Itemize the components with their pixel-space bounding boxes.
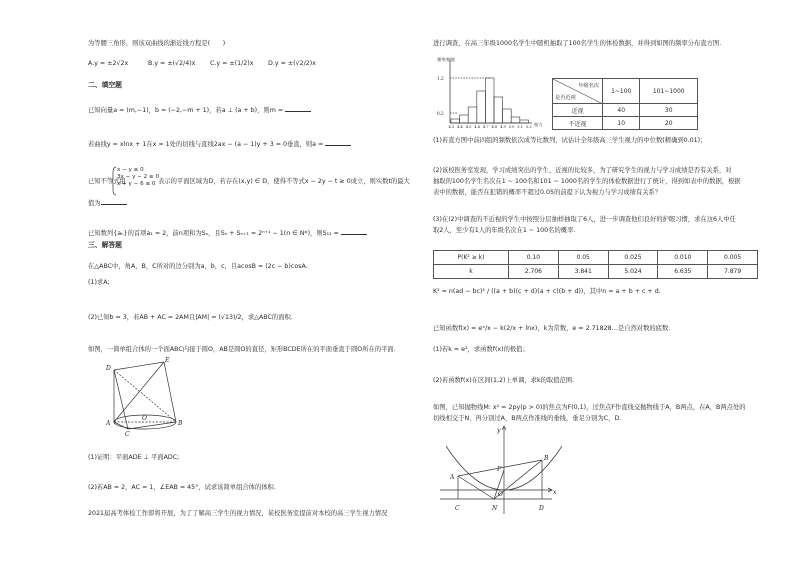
fill-question-3-text: 表示的平面区域为D，若存在(x,y) ∈ D，使得不等式x − 2y − t ≥ 0成立，则实数t的最大 [158,178,410,185]
section-fill-in-heading: 二、填空题 [88,81,122,89]
fill-question-2 [88,140,351,149]
frequency-histogram [436,55,548,130]
histogram-bar [468,107,477,123]
k-value-cell: 6.635 [658,265,708,279]
x-tick-label: 4.4 [457,125,463,129]
row-label: P(K² ≥ k) [434,251,509,265]
row-label: k [434,265,509,279]
q18-part2: (2)若AB = 2，AC = 1，∠EAB = 45°，试求该简单组合体的体积. [88,484,276,491]
answer-blank [341,229,367,235]
p-value-cell: 0.10 [509,251,559,265]
table-cell: 30 [640,104,698,117]
label-b: B [178,420,183,427]
q20-part2: (2)若函数f(x)在区间(1,2)上单调，求k的取值范围. [433,377,575,384]
table-cell: 10 [603,117,640,130]
label-e: E [165,357,170,364]
corner-bottom-label: 是否近视 [555,95,576,101]
label-b: B [544,455,549,462]
y-axis-label: 频率/组距 [437,57,456,62]
label-a: A [450,474,455,481]
label-x: x [553,489,557,496]
row-header: 不近视 [553,117,603,130]
edge-de [114,362,164,370]
q21-stem-line1: 如图，已知抛物线M: x² = 2py(p > 0)的焦点为F(0,1)，过焦点F作直线交抛物线于A，B两点，在A，B两点处的 [433,404,746,411]
edge-dc [114,370,128,429]
q19-stem-continued: 进行调查，在高三年级1000名学生中随机抽取了100名学生的体检数据，并得到如图的频率分布直方图. [433,40,722,47]
histogram-bar [451,119,460,123]
q19-part2-line3: 表中的数据，能否在犯错的概率不超过0.05的前提下认为视力与学习成绩有关系？ [433,189,662,196]
k-value-cell: 7.879 [708,265,758,279]
x-tick-label: 5.1 [517,125,524,129]
histogram-bar [477,91,486,123]
solid-geometry-figure [98,356,184,436]
q20-part1: (1)若k = e²，求函数f(x)的极值； [433,346,529,353]
corner-cell [553,79,603,104]
q18-stem: 如图，一简单组合体的一个面ABC内接于圆O，AB是圆O的直径，矩形BCDE所在的平面垂直于圆O所在的平面. [88,346,396,353]
contingency-table [552,78,698,130]
inequality-2: 3x − y − 2 ≥ 0 [117,174,160,180]
histogram-bar [511,117,520,123]
q19-part2-line1: (2)该校医务室发现，学习成绩突出的学生，近视的比较多，为了研究学生的视力与学习成绩是否有关系，对 [433,167,732,174]
corner-top-label: 年级名次 [578,83,599,89]
question-tail-text: 为等腰三角形，则该双曲线的渐近线方程是( ) [88,40,226,47]
answer-blank [285,106,311,112]
q18-part1: (1)证明：平面ADE ⊥ 平面ADC; [88,454,180,461]
label-c: C [125,431,130,436]
p-value-cell: 0.05 [558,251,608,265]
q19-part2-line2: 抽取的100名学生名次在1 ~ 100名和101 ~ 1000名的学生的体检数据进行了统计，得到如表中的数据，根据 [433,178,741,185]
q17-stem: 在△ABC中，角A，B，C所对的边分别为a，b，c，且acosB = (2c − b)cosA. [88,263,308,270]
histogram-bar [520,120,529,123]
x-tick-label: 4.3 [448,125,455,129]
q19-stem: 2021届高考体检工作即将开展，为了了解高三学生的视力情况，某校医务室提前对本校的高三学生视力情况 [88,510,388,517]
fill-question-4 [88,229,367,238]
x-tick-label: 4.8 [491,125,498,129]
y-tick-high: 1.2 [437,76,444,81]
p-value-cell: 0.005 [708,251,758,265]
edge-ae [114,362,164,422]
table-cell: 40 [603,104,640,117]
k-value-cell: 3.841 [558,265,608,279]
histogram-bar [503,109,512,123]
q19-part3-line1: (3)在(2)中调查的不近视的学生中按照分层抽样抽取了6人，进一步调查他们良好的护眼习惯，求在这6人中任 [433,216,736,223]
fill-question-3-end [88,199,127,208]
p-value-cell: 0.025 [608,251,658,265]
label-c: C [455,505,460,512]
col-header: 101~1000 [640,79,698,104]
k-value-cell: 2.706 [509,265,559,279]
fill-question-3-end-text: 值为 [88,200,101,207]
k-value-cell: 5.024 [608,265,658,279]
fill-question-4-text: 已知数列{aₙ}的首项a₁ = 2，前n项和为Sₙ，且Sₙ + Sₙ₊₁ = 2ⁿ⁺¹ − 1(n ∈ N*)，则S₁₁ = [88,230,341,237]
x-tick-label: 4.5 [465,125,472,129]
x-tick-label: 4.6 [474,125,481,129]
table-cell: 20 [640,117,698,130]
q20-stem: 已知函数f(x) = eˣ/x − k(2/x + lnx)，k为常数，e = 2.71828…是自然对数的底数. [433,325,671,332]
fill-question-1 [88,106,311,115]
fill-question-1-text: 已知向量a = (m,−1)，b = (−2,−m + 1)，若a ⊥ (a + b)，则m = [88,107,286,114]
q17-part2: (2)已知b = 3，若AB + AC = 2AM且|AM| = (√13)/2，求△ABC的面积. [88,314,293,321]
label-f: F [497,466,502,473]
y-tick-low: 0.2 [437,111,444,116]
label-o: O [498,491,503,498]
section-solve-heading: 三、解答题 [88,241,122,249]
critical-value-table [433,250,758,279]
choice-d: D.y = ±(√2/2)x [268,60,316,67]
answer-blank [325,140,351,146]
fill-question-2-text: 若曲线y = xlnx + 1在x = 1处的切线与直线2ax − (a − 1)y + 3 = 0垂直，则a = [88,141,326,148]
inequality-1: x − y ≤ 0 [117,167,144,173]
label-n: N [492,505,498,512]
choice-a: A.y = ±2√2x [88,60,129,67]
x-tick-label: 4.7 [482,125,489,129]
choice-c: C.y = ±(1/2)x [210,60,254,67]
fill-question-3-intro: 已知不等式组 [88,178,126,185]
histogram-bar [460,115,469,123]
q21-stem-line2: 切线相交于N，再分别过A，B两点作准线的垂线，垂足分别为C，D. [433,415,622,422]
edge-cb [128,422,176,429]
row-header: 近视 [553,104,603,117]
parabola-figure [436,424,566,516]
x-tick-label: 4.9 [500,125,506,129]
q19-part1: (1)若直方图中前四组的频数依次成等比数列，试估计全年级高三学生视力的中位数(精确到0.01)； [433,137,707,144]
label-d: D [539,505,544,512]
inequality-3: x + y − 6 ≤ 0 [117,181,156,187]
col-header: 1~100 [603,79,640,104]
histogram-bar [485,78,494,123]
choice-b: B.y = ±(√2/4)x [148,60,196,67]
label-y: y [497,427,501,434]
answer-blank [101,199,127,205]
label-a: A [106,420,111,427]
x-tick-label: 5.0 [508,125,515,129]
chi-square-formula: K² = n(ad − bc)² / ((a + b)(c + d)(a + c)(b + d))，其中n = a + b + c + d. [433,288,661,295]
histogram-bar [494,97,503,123]
q17-part1: (1)求A; [88,279,110,286]
x-tick-label: 5.2 [525,125,532,129]
edge-ac [114,422,128,429]
label-d: D [106,365,111,372]
x-axis-label: 视力 [534,122,543,127]
q19-part3-line2: 取2人，至少有1人的年级名次在1 ~ 100名的概率. [433,227,576,234]
p-value-cell: 0.010 [658,251,708,265]
label-o: O [142,415,147,422]
